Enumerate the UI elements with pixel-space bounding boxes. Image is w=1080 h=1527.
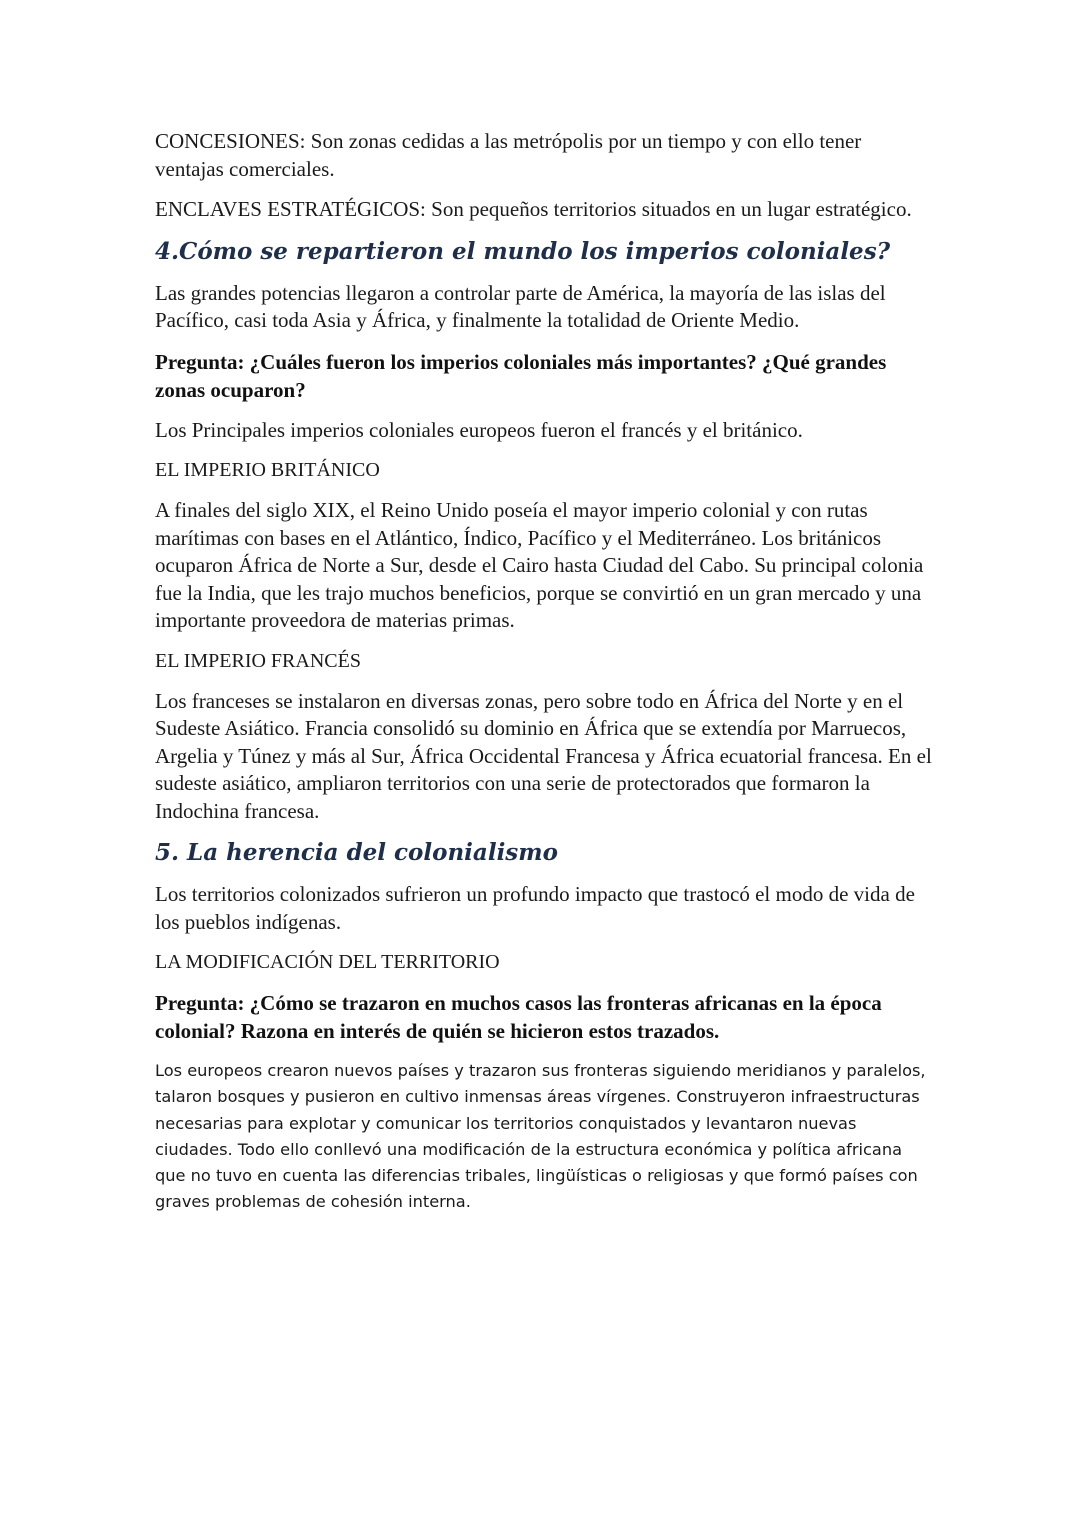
concesiones-paragraph: CONCESIONES: Son zonas cedidas a las metrópolis por un tiempo y con ello tener ventajas comerciales. <box>155 129 862 181</box>
subheading-frances: EL IMPERIO FRANCÉS <box>155 649 361 672</box>
britanico-paragraph: A finales del siglo XIX, el Reino Unido poseía el mayor imperio colonial y con rutas marítimas con bases en el Atlántico, Índico, Pacífico y el Mediterráneo. Los británicos ocuparon África de Norte a Sur, desde el Cairo hasta Ciudad del Cabo. Su principal colonia fue la India, que les trajo muchos beneficios, porque se convirtió en un gran mercado y una importante proveedora de materias primas. <box>155 498 924 632</box>
question-imperios: Pregunta: ¿Cuáles fueron los imperios coloniales más importantes? ¿Qué grandes zonas ocuparon? <box>155 349 887 402</box>
reparto-paragraph: Las grandes potencias llegaron a controlar parte de América, la mayoría de las islas del Pacífico, casi toda Asia y África, y finalmente la totalidad de Oriente Medio. <box>155 280 886 332</box>
answer-fronteras: Los europeos crearon nuevos países y trazaron sus fronteras siguiendo meridianos y paralelos, talaron bosques y pusieron en cultivo inmensas áreas vírgenes. Construyeron infraestructuras necesarias para explotar y comunicar los territorios conquistados y levantaron nuevas ciudades. Todo ello conllevó una modificación de la estructura económica y política africana que no tuvo en cuenta las diferencias tribales, lingüísticas o religiosas y que formó países con graves problemas de cohesión interna. <box>155 1061 926 1212</box>
subheading-britanico: EL IMPERIO BRITÁNICO <box>155 459 380 481</box>
question-fronteras: Pregunta: ¿Cómo se trazaron en muchos casos las fronteras africanas en la época colonial? Razona en interés de quién se hicieron estos trazados. <box>155 991 882 1043</box>
section-5-heading: 5. La herencia del colonialismo <box>155 839 558 866</box>
herencia-paragraph: Los territorios colonizados sufrieron un profundo impacto que trastocó el modo de vida de los pueblos indígenas. <box>155 882 915 934</box>
frances-paragraph: Los franceses se instalaron en diversas zonas, pero sobre todo en África del Norte y en el Sudeste Asiático. Francia consolidó su dominio en África que se extendía por Marruecos, Argelia y Túnez y más al Sur, África Occidental Francesa y África ecuatorial francesa. En el sudeste asiático, ampliaron territorios con una serie de protectorados que formaron la Indochina francesa. <box>155 688 932 823</box>
enclaves-paragraph: ENCLAVES ESTRATÉGICOS: Son pequeños territorios situados en un lugar estratégico. <box>155 197 912 221</box>
document-page <box>155 128 935 1216</box>
section-4-heading: 4.Cómo se repartieron el mundo los imperios coloniales? <box>155 237 891 265</box>
subheading-territorio: LA MODIFICACIÓN DEL TERRITORIO <box>155 951 500 973</box>
principales-paragraph: Los Principales imperios coloniales europeos fueron el francés y el británico. <box>155 417 803 442</box>
